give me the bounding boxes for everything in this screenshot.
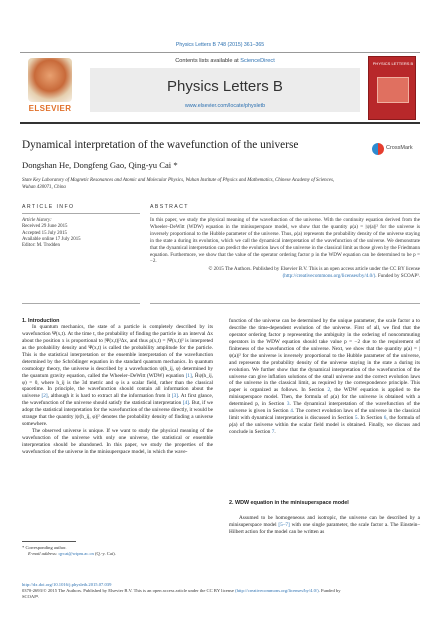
history-accepted: Accepted 15 July 2015 xyxy=(22,230,67,236)
article-info-bottom-divider xyxy=(22,303,140,304)
doi-link[interactable]: http://dx.doi.org/10.1016/j.physletb.2015.07.039 xyxy=(22,582,112,587)
doi-line2-text: 0370-2693/© 2015 The Authors. Published by Elsevier B.V. This is an open access article under the CC BY license xyxy=(22,588,236,593)
right-p1-text: function of the universe can be determined by the unique parameter, the scale factor a to describe the time-dependent evolution of the universe. First of all, we find that the operator ordering factor p representing the ambiguity in the ordering of noncommuting operators in the WDW equation should take value p = −2 due to the requirement of finiteness of the wavefunction of the universe. Next, we show that the quantity ρ(a) = |ψ(a)|² for the universe is inversely proportional to the Hubble parameter of the universe, and represents the probability density of the universe staying in the state a during its evolution. We further show that the dynamical interpretation of the wavefunction of the universe can give inflation solutions of the small universe and the correct evolution laws of the universe in the classical limit, as required by the correspondence principle. This paper is organized as follows. In Section xyxy=(229,318,420,394)
email-link[interactable]: qycai@wipm.ac.cn xyxy=(58,551,94,556)
crossmark-badge[interactable] xyxy=(372,143,418,155)
article-history xyxy=(22,218,140,249)
crossmark-label: CrossMark xyxy=(386,145,413,151)
homepage-link[interactable]: www.elsevier.com/locate/physletb xyxy=(184,103,266,109)
intro-p1-text-b: , Ĥψ(h_ij, φ) = 0, where h_ij is the 3d metric and φ is a scalar field, rather than the classical spacetime. In principle, the wavefunction should contain all information about the universe xyxy=(22,372,214,400)
wdw-text-a: Assumed to be homogeneous and isotropic, the universe can be described by a minisuperspace model xyxy=(229,515,420,528)
affiliation-line-2: Wuhan 430071, China xyxy=(22,185,66,190)
wdw-section-heading: 2. WDW equation in the minisuperspace model xyxy=(229,500,349,506)
abstract-label: ABSTRACT xyxy=(150,204,189,210)
history-received: Received 29 June 2015 xyxy=(22,224,68,230)
cover-title: PHYSICS LETTERS B xyxy=(372,61,414,66)
wdw-paragraph xyxy=(229,515,420,536)
intro-p1-text-c: , although it is hard to extract all the information from it xyxy=(47,393,171,400)
journal-reference: Physics Letters B 748 (2015) 361–365 xyxy=(175,42,265,48)
abstract-copyright: © 2015 The Authors. Published by Elsevier B.V. This is an open access article under the CC BY license xyxy=(208,266,420,273)
right-paragraph-1 xyxy=(229,318,420,436)
history-online: Available online 17 July 2015 xyxy=(22,236,81,242)
right-p1-text-g: . xyxy=(274,429,276,435)
introduction-heading: 1. Introduction xyxy=(22,318,60,324)
abstract-license-line xyxy=(150,273,420,280)
footnote-divider xyxy=(22,541,76,542)
footnote-mark: * xyxy=(22,545,25,550)
footnote-email-line xyxy=(22,551,213,557)
article-info-divider xyxy=(22,213,140,214)
doi-block xyxy=(22,582,418,600)
journal-homepage xyxy=(90,103,360,109)
elsevier-wordmark: ELSEVIER xyxy=(28,104,72,113)
footnote xyxy=(22,545,213,557)
section-5-link[interactable]: 5 xyxy=(354,415,358,422)
footnote-email-suffix: (Q.-y. Cai). xyxy=(93,551,116,556)
right-p1-text-d: . The correct evolution laws of the universe in the classical limit with dynamical interpretation is discussed in Section xyxy=(229,408,420,422)
doi-license-link[interactable]: (http://creativecommons.org/licenses/by/4.0/) xyxy=(235,588,319,593)
left-column-body xyxy=(22,324,213,456)
footnote-email-label: E-mail address: xyxy=(28,551,59,556)
elsevier-tree-icon xyxy=(28,58,72,102)
abstract-body xyxy=(150,217,420,280)
author-list: Dongshan He, Dongfeng Gao, Qing-yu Cai * xyxy=(22,160,178,170)
wdw-section-body xyxy=(229,515,420,536)
journal-title: Physics Letters B xyxy=(167,78,283,95)
section-3-link[interactable]: 3 xyxy=(286,401,290,408)
doi-line2-funded: . Funded by xyxy=(318,588,341,593)
history-editor: Editor: M. Trodden xyxy=(22,243,60,249)
wdw-text-b: with one single parameter, the scale factor a. The Einstein–Hilbert action for the model can be written as xyxy=(229,521,421,535)
section-6-link[interactable]: 6 xyxy=(383,415,387,422)
intro-p1-text-d: . At first glance, the wavefunction of the universe should satisfy the statistical interpretation xyxy=(22,393,214,407)
ref-2-link[interactable]: [2] xyxy=(41,393,48,400)
ref-4-link[interactable]: [4] xyxy=(182,400,189,407)
cover-graphic xyxy=(377,77,409,103)
contents-line xyxy=(90,58,360,64)
section-2-link[interactable]: 2 xyxy=(327,387,331,394)
journal-cover-image xyxy=(368,56,416,120)
section-4-link[interactable]: 4 xyxy=(290,408,293,415)
affiliation xyxy=(22,177,418,191)
ref-3-link[interactable]: [3] xyxy=(171,393,179,400)
right-p1-text-e: . In Section xyxy=(357,415,383,422)
intro-paragraph-2: The observed universe is unique. If we want to study the physical meaning of the wavefunction of the universe with only one universe, the statistical or ensemble interpretation should be abandoned. In this paper, we study the properties of the wavefunction of the universe in the minisuperspace model, in which the wave- xyxy=(22,428,213,455)
abstract-divider xyxy=(150,213,420,214)
right-p1-text-f: , the formula of ρ(a) of the universe within the scalar field model is obtained. Finally, we discuss and conclude in Section xyxy=(229,415,421,435)
right-p1-text-c: . The dynamical interpretation of the wavefunction of the universe is given in Section xyxy=(229,401,420,415)
abstract-funded: . Funded by SCOAP³. xyxy=(375,273,420,280)
footnote-label: Corresponding author. xyxy=(25,545,67,550)
affiliation-line-1: State Key Laboratory of Magnetic Resonances and Atomic and Molecular Physics, Wuhan Institute of Physics and Mathematics, Chinese Academy of Sciences, xyxy=(22,178,335,183)
elsevier-logo xyxy=(22,58,78,118)
history-heading: Article history: xyxy=(22,218,52,223)
sciencedirect-link[interactable]: ScienceDirect xyxy=(240,58,275,64)
right-column-body xyxy=(229,318,420,436)
abstract-bottom-divider xyxy=(150,303,420,304)
intro-p1-text-e: . But, if we adopt the statistical interpretation for the wavefunction of the universe directly, it would be strange that the quantity |ψ(h_ij, φ)|² denotes the probability density of finding a universe somewhere. xyxy=(22,400,213,428)
intro-p1-text: In quantum mechanics, the state of a particle is completely described by its wavefunction Ψ(x,t). At the time t, the probability of finding the particle in an interval Δx about the position x is proportional to |Ψ(x,t)|²Δx, and thus ρ(x,t) = |Ψ(x,t)|² is interpreted as the probability density and Ψ(x,t) is called the probability amplitude for the particle. This is the statistical interpretation or the ensemble interpretation of the wavefunction determined by the Schrödinger equation in the standard quantum mechanics. In quantum cosmology theory, the universe is described by a wavefunction ψ(h_ij, φ) determined by the quantum gravity equation, called the Wheeler–DeWitt (WDW) equation xyxy=(22,324,213,379)
article-title: Dynamical interpretation of the wavefunction of the universe xyxy=(22,139,299,151)
abstract-paragraph: In this paper, we study the physical meaning of the wavefunction of the universe. With the continuity equation derived from the Wheeler–DeWitt (WDW) equation in the minisuperspace model, we show that the quantity ρ(a) = |ψ(a)|² for the universe is inversely proportional to the Hubble parameter of the universe. Thus, ρ(a) represents the probability density of the universe staying in the state a during its evolution, which we call the dynamical interpretation of the wavefunction of the universe. We demonstrate that the dynamical interpretation can predict the evolution laws of the universe in the classical limit as those given by the Friedmann equation. Furthermore, we show that the value of the operator ordering factor p in the WDW equation can be determined to be p = −2. xyxy=(150,217,420,265)
ref-5-7-link[interactable]: [5–7] xyxy=(278,521,290,528)
right-p1-text-b: , the WDW equation is applied to the minisuperspace model. Then, the formula of ρ(a) for the universe is obtained with a determined p, in Section xyxy=(229,387,420,408)
crossmark-icon xyxy=(372,143,384,155)
article-info-label: ARTICLE INFO xyxy=(22,204,75,210)
section-7-link[interactable]: 7 xyxy=(271,429,275,435)
ref-1-link[interactable]: [1] xyxy=(185,372,192,379)
contents-prefix: Contents lists available at xyxy=(175,58,241,64)
abstract-license-link[interactable]: (http://creativecommons.org/licenses/by/4.0/) xyxy=(282,273,376,280)
intro-paragraph-1 xyxy=(22,324,213,428)
doi-line-3: SCOAP³. xyxy=(22,594,40,599)
